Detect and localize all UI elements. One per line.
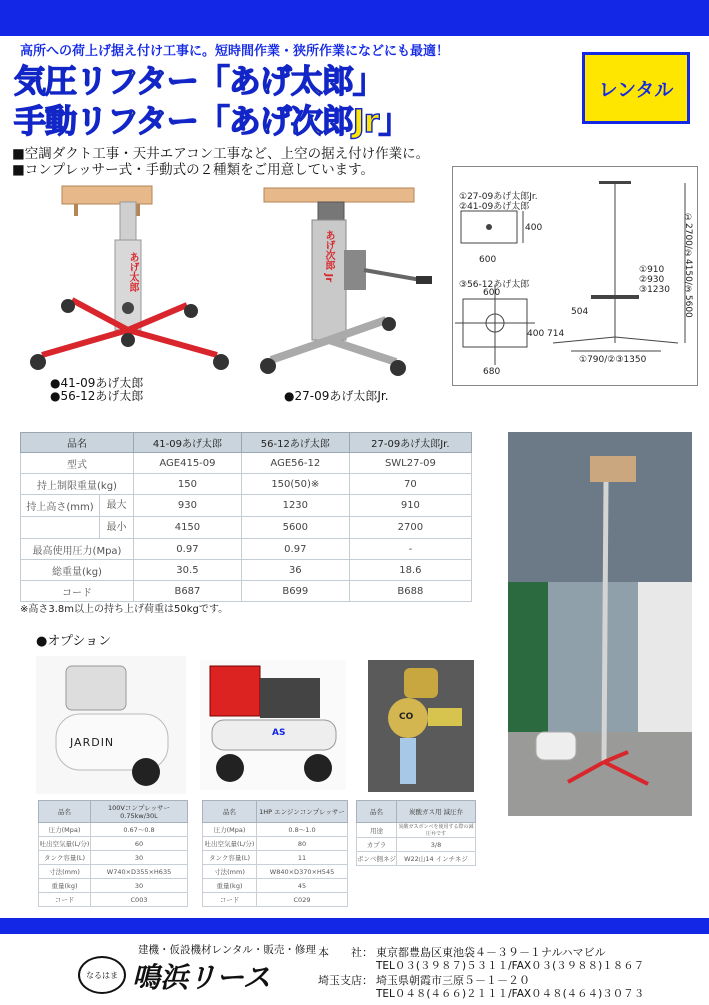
- logo-mark: [78, 956, 126, 994]
- table-row: [357, 852, 476, 866]
- header-name: 品名: [203, 801, 257, 823]
- row-label-split: [21, 495, 134, 517]
- row-label: コード: [39, 893, 91, 907]
- row-label: カプラ: [357, 838, 397, 852]
- spec-table: [20, 432, 472, 602]
- row-label: 最高使用圧力(Mpa): [21, 539, 134, 560]
- cell: 18.6: [349, 560, 471, 581]
- photo-100v-compressor: [36, 656, 186, 794]
- hq-phone: TEL０３(３９８７)５３１１/FAX０３(３９８８)１８６７: [376, 960, 645, 972]
- cell: 0.97: [241, 539, 349, 560]
- row-label: 重量(kg): [203, 879, 257, 893]
- cell: -: [349, 539, 471, 560]
- table-row: [39, 851, 188, 865]
- diagram-height-3: ③1230: [639, 285, 670, 295]
- cell: B688: [349, 581, 471, 602]
- table-row: [21, 539, 472, 560]
- cell: 30: [91, 851, 188, 865]
- photo-warehouse-usage: [508, 432, 692, 816]
- table-header-row: [203, 801, 348, 823]
- cell: 0.97: [134, 539, 242, 560]
- row-label-split: [21, 517, 134, 539]
- option-table-engine: [202, 800, 348, 907]
- hq-address: 東京都豊島区東池袋４－３９－１ナルハマビル: [376, 946, 606, 959]
- option-table-100v: [38, 800, 188, 907]
- compressor-brand-label: JARDIN: [70, 736, 115, 749]
- row-label: 重量(kg): [39, 879, 91, 893]
- table-row: [21, 581, 472, 602]
- top-banner: [0, 0, 709, 36]
- cell: 36: [241, 560, 349, 581]
- regulator-gauge-label: CO: [399, 712, 414, 722]
- row-label: タンク容量(L): [203, 851, 257, 865]
- cell: 0.67〜0.8: [91, 823, 188, 837]
- cell: B687: [134, 581, 242, 602]
- table-row: [39, 837, 188, 851]
- table-row: [21, 495, 472, 517]
- row-label: 寸法(mm): [203, 865, 257, 879]
- cell: 30.5: [134, 560, 242, 581]
- row-label: 持上高さ(mm): [26, 502, 94, 513]
- table-row: [21, 560, 472, 581]
- diagram-dim-400b: 400: [527, 329, 545, 339]
- row-label: 寸法(mm): [39, 865, 91, 879]
- photo-co2-regulator: [368, 660, 474, 792]
- hq-label: 本 社：: [318, 946, 373, 959]
- table-row: [21, 474, 472, 495]
- cell: W840×D370×H545: [257, 865, 348, 879]
- company-logo-text: 鳴浜リース: [132, 961, 271, 994]
- diagram-dim-600b: 600: [483, 288, 501, 298]
- table-row: [357, 823, 476, 838]
- title-air-lifter: 気圧リフター「あげ太郎」: [14, 62, 384, 100]
- title-manual-lifter: 手動リフター「あげ次郎Jr」: [14, 102, 410, 140]
- header-value: 炭酸ガス用 減圧弁: [397, 801, 476, 823]
- cell: 4150: [134, 517, 242, 539]
- cell: AGE415-09: [134, 453, 242, 474]
- row-label: 吐出空気量(L/分): [39, 837, 91, 851]
- cell: 30: [91, 879, 188, 893]
- row-label: 吐出空気量(L/分): [203, 837, 257, 851]
- row-label: 圧力(Mpa): [39, 823, 91, 837]
- engine-brand-label: AS: [272, 728, 286, 738]
- diagram-base-dims: ①790/②③1350: [579, 355, 647, 365]
- diagram-dim-600a: 600: [479, 255, 497, 265]
- cell: W740×D355×H635: [91, 865, 188, 879]
- cell: C029: [257, 893, 348, 907]
- branch-phone: TEL０４８(４６６)２１１１/FAX０４８(４６４)３０７３: [376, 988, 645, 1000]
- cell: 150(50)※: [241, 474, 349, 495]
- header-name: 品名: [39, 801, 91, 823]
- cell: 炭酸ガスボンベを使用する際の減圧弁です: [398, 824, 474, 837]
- tagline: 高所への荷上げ据え付け工事に。短時間作業・狭所作業になどにも最適！: [20, 44, 450, 59]
- cell: SWL27-09: [349, 453, 471, 474]
- table-header-row: [39, 801, 188, 823]
- diagram-dim-680: 680: [483, 367, 501, 377]
- cell: 2700: [349, 517, 471, 539]
- table-row: [21, 517, 472, 539]
- footer-services: 建機・仮設機材レンタル・販売・修理: [138, 944, 316, 956]
- table-row: [357, 838, 476, 852]
- bottom-banner: [0, 918, 709, 934]
- cell: 5600: [241, 517, 349, 539]
- row-label: ボンベ側ネジ: [357, 852, 397, 866]
- diagram-dim-504: 504: [571, 307, 589, 317]
- diagram-height-1: ①910: [639, 265, 665, 275]
- caption-lift-27-09: ●27-09あげ太郎Jr.: [284, 389, 389, 403]
- sub-label-min: 最小: [99, 517, 133, 538]
- cell: 45: [257, 879, 348, 893]
- table-row: [21, 453, 472, 474]
- row-label: 総重量(kg): [21, 560, 134, 581]
- rental-badge: [582, 52, 690, 124]
- table-row: [203, 851, 348, 865]
- header-col-1: 41-09あげ太郎: [134, 433, 242, 453]
- row-label: コード: [21, 581, 134, 602]
- cell: 60: [91, 837, 188, 851]
- table-row: [39, 823, 188, 837]
- cell: 1230: [241, 495, 349, 517]
- branch-address: 埼玉県朝霞市三原５－１－２０: [376, 974, 530, 987]
- row-label: タンク容量(L): [39, 851, 91, 865]
- header-value: 100Vコンプレッサー 0.75kw/30L: [91, 801, 188, 823]
- cell: B699: [241, 581, 349, 602]
- table-row: [39, 893, 188, 907]
- table-row: [39, 879, 188, 893]
- cell: 150: [134, 474, 242, 495]
- table-row: [203, 865, 348, 879]
- diagram-height-2: ②930: [639, 275, 665, 285]
- table-row: [203, 879, 348, 893]
- branch-label: 埼玉支店：: [318, 974, 373, 987]
- header-col-2: 56-12あげ太郎: [241, 433, 349, 453]
- cell: 70: [349, 474, 471, 495]
- table-header-row: [357, 801, 476, 823]
- options-heading: ●オプション: [36, 634, 112, 649]
- table-row: [203, 823, 348, 837]
- diagram-legend-1: ①27-09あげ太郎Jr.: [459, 192, 538, 202]
- cell: 910: [349, 495, 471, 517]
- caption-lift-41-09: ●41-09あげ太郎: [50, 376, 144, 390]
- row-label: 圧力(Mpa): [203, 823, 257, 837]
- row-label: 持上制限重量(kg): [21, 474, 134, 495]
- row-label: 型式: [21, 453, 134, 474]
- table-row: [203, 893, 348, 907]
- header-value: 1HP エンジンコンプレッサー: [257, 801, 348, 823]
- rental-label: レンタル: [598, 78, 674, 101]
- diagram-vertical-dims: ①2700/②4150/③5600: [683, 213, 693, 318]
- cell: 930: [134, 495, 242, 517]
- dimension-diagram: [452, 166, 698, 386]
- diagram-legend-2: ②41-09あげ太郎: [459, 202, 530, 212]
- feature-bullet-1: ■空調ダクト工事・天井エアコン工事など、上空の据え付け作業に。: [12, 146, 430, 162]
- cell: C003: [91, 893, 188, 907]
- row-label: 用途: [357, 823, 397, 838]
- table-row: [39, 865, 188, 879]
- row-label: コード: [203, 893, 257, 907]
- load-note: ※高さ3.8m以上の持ち上げ荷重は50kgです。: [20, 604, 229, 615]
- cell: AGE56-12: [241, 453, 349, 474]
- photo-agetaro: [12, 180, 244, 380]
- diagram-legend-3: ③56-12あげ太郎: [459, 280, 530, 290]
- feature-bullet-2: ■コンプレッサー式・手動式の２種類をご用意しています。: [12, 162, 374, 178]
- photo-agejiro-jr: [246, 180, 446, 380]
- header-col-3: 27-09あげ太郎Jr.: [349, 433, 471, 453]
- photo-engine-compressor: [200, 660, 346, 790]
- cell: 11: [257, 851, 348, 865]
- header-name: 品名: [21, 433, 134, 453]
- table-row: [203, 837, 348, 851]
- lift1-body-label: あげ太郎: [127, 252, 138, 292]
- sub-label-max: 最大: [99, 495, 133, 516]
- cell: 0.8〜1.0: [257, 823, 348, 837]
- header-name: 品名: [357, 801, 397, 823]
- diagram-dim-400a: 400: [525, 223, 543, 233]
- cell: W22山14 インチネジ: [397, 852, 476, 866]
- logo-small-text: なるはま: [86, 970, 118, 980]
- cell: 3/8: [397, 838, 476, 852]
- caption-lift-56-12: ●56-12あげ太郎: [50, 389, 144, 403]
- lift2-body-label: あげ次郎 Jr: [323, 230, 334, 283]
- option-table-regulator: [356, 800, 476, 866]
- diagram-dim-714: 714: [547, 329, 565, 339]
- table-header-row: [21, 433, 472, 453]
- cell: 80: [257, 837, 348, 851]
